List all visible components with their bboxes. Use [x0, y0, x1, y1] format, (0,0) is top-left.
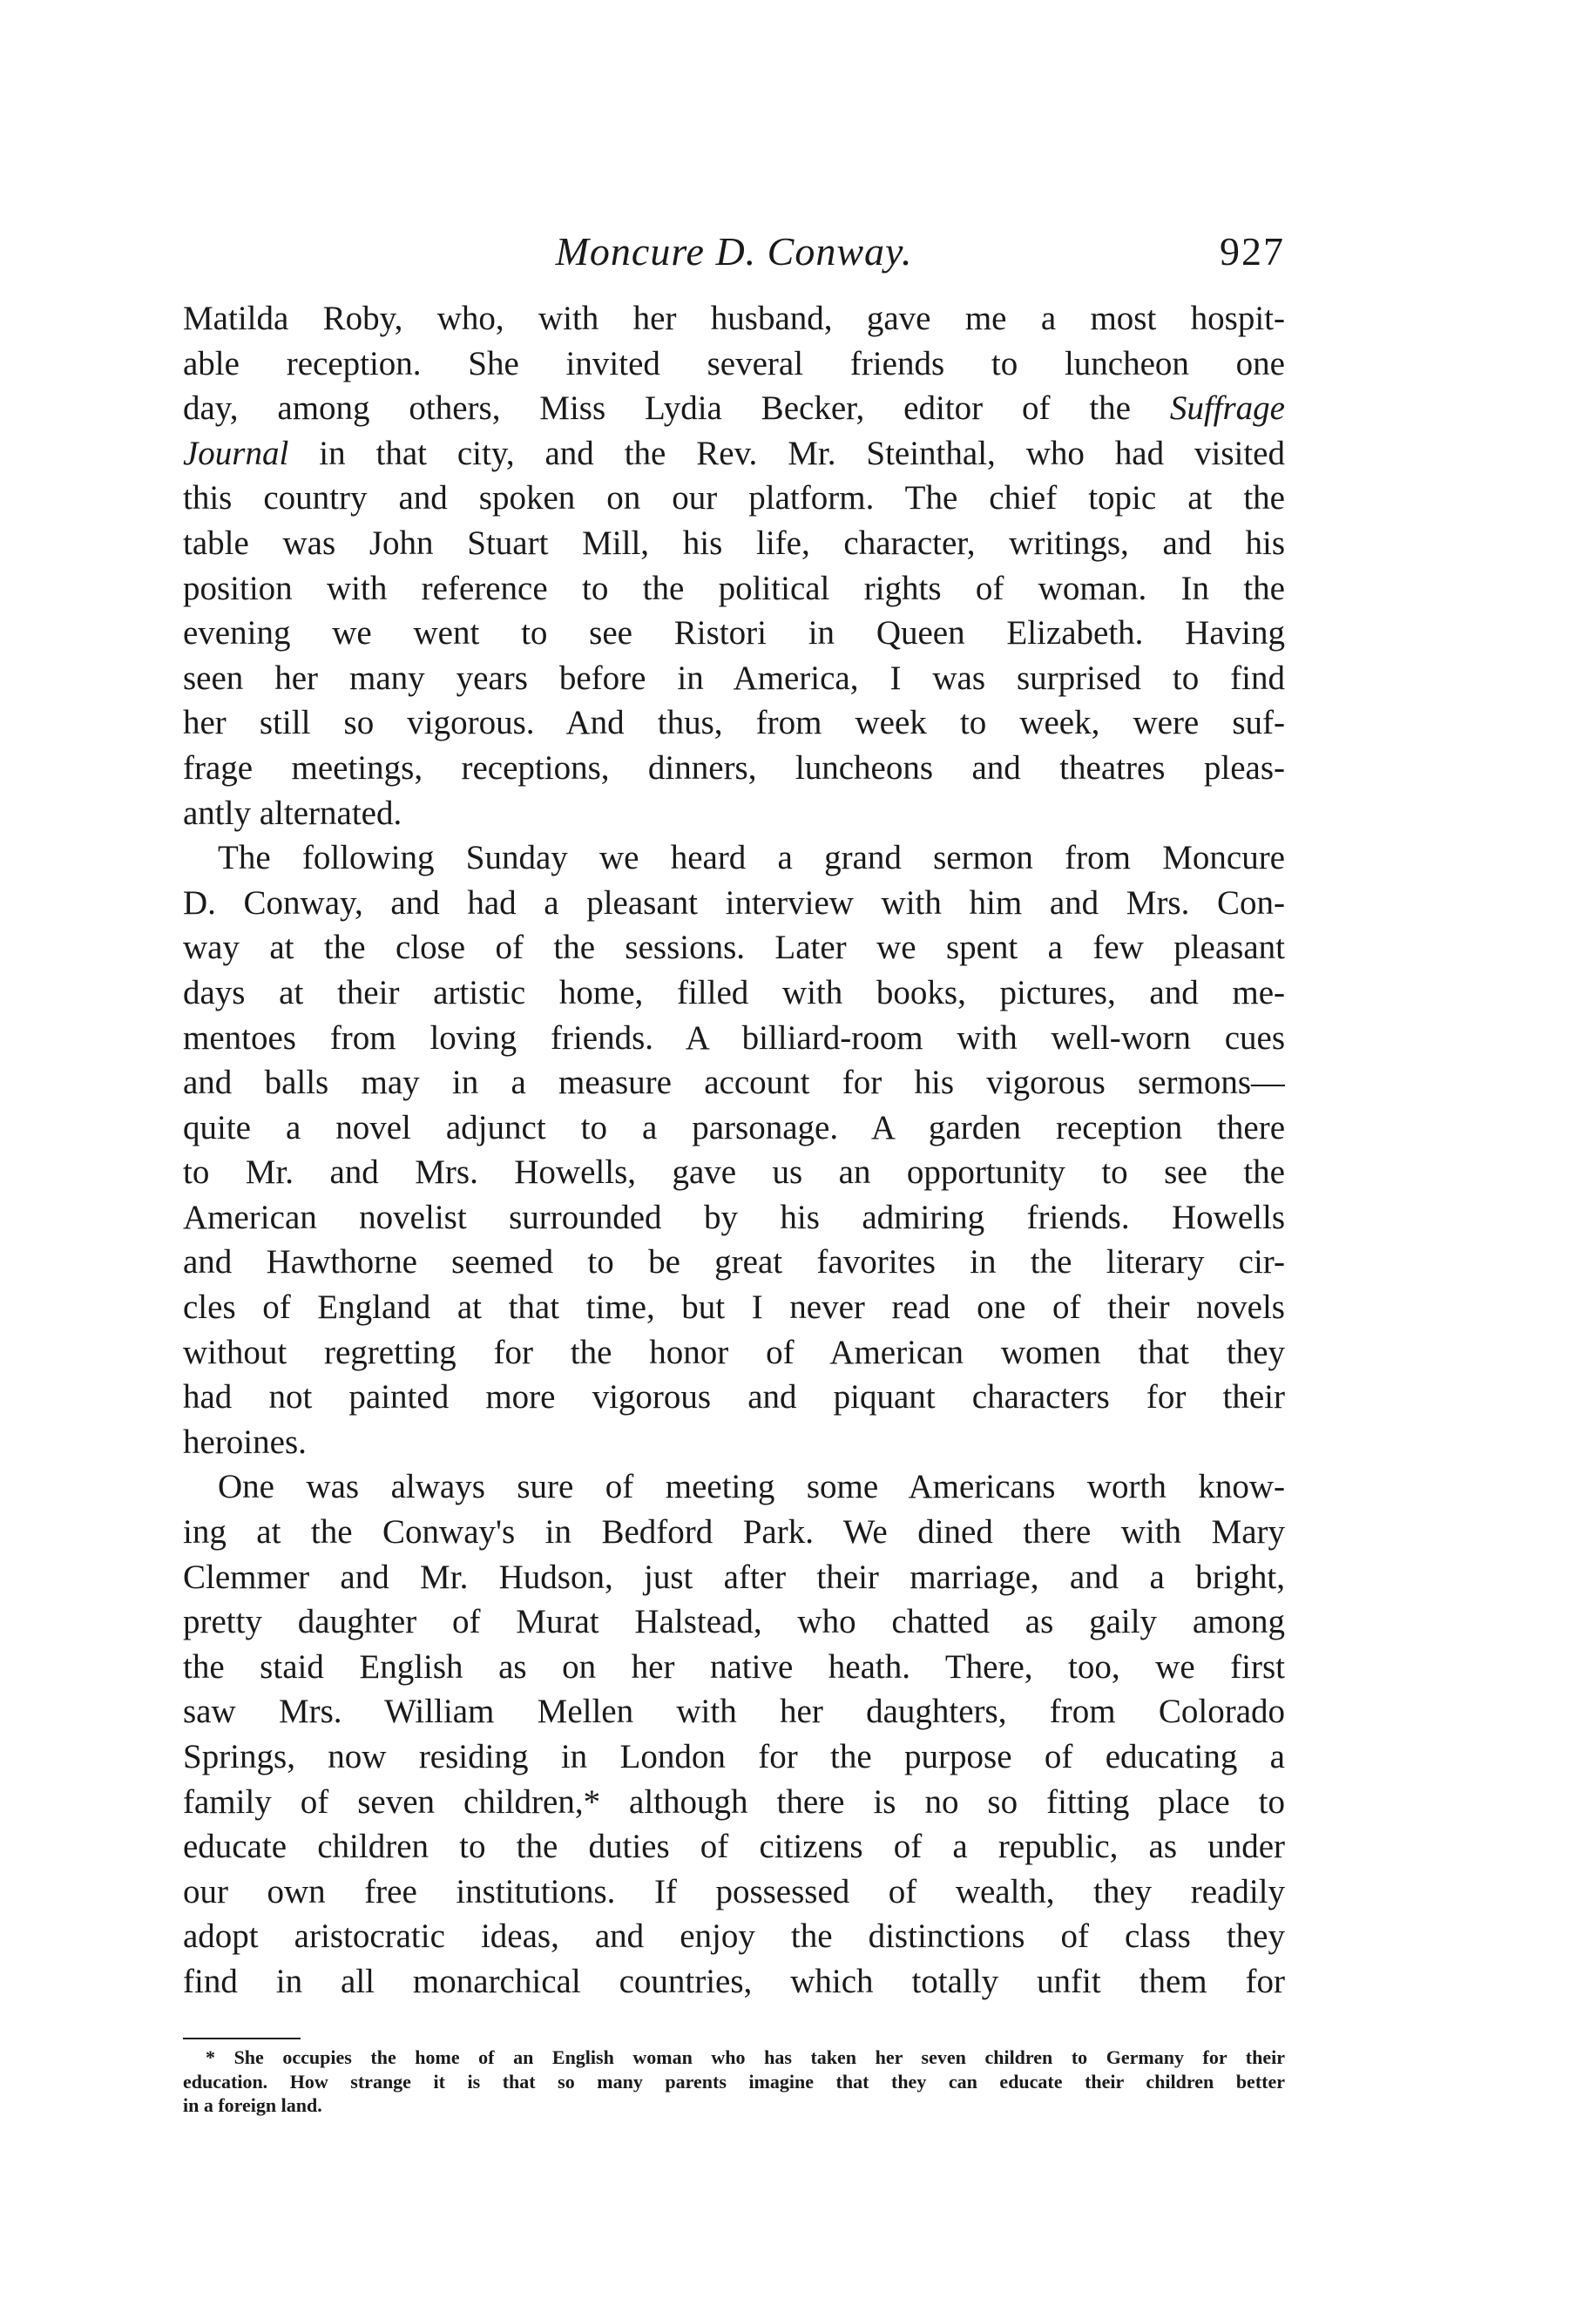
text-line: this country and spoken on our platform. The chief topic at the [183, 479, 1285, 517]
text-line: The following Sunday we heard a grand sermon from Moncure [218, 839, 1285, 877]
text-line: pretty daughter of Murat Halstead, who chatted as gaily among [183, 1603, 1285, 1641]
text-line: her still so vigorous. And thus, from week to week, were suf- [183, 704, 1285, 742]
text-line: antly alternated. [183, 794, 402, 832]
text-line: family of seven children,* although there is no so fitting place to [183, 1782, 1285, 1821]
footnote-divider [183, 2038, 301, 2039]
text-line: seen her many years before in America, I was surprised to find [183, 659, 1285, 697]
text-line: to Mr. and Mrs. Howells, gave us an opportunity to see the [183, 1153, 1285, 1192]
text-line: had not painted more vigorous and piquant characters for their [183, 1378, 1285, 1417]
text-line: saw Mrs. William Mellen with her daughters, from Colorado [183, 1693, 1285, 1731]
text-line: our own free institutions. If possessed of wealth, they readily [183, 1872, 1285, 1910]
text-line: cles of England at that time, but I never read one of their novels [183, 1288, 1285, 1327]
text-line: Matilda Roby, who, with her husband, gave me a most hospit- [183, 300, 1285, 337]
text-line: and Hawthorne seemed to be great favorites in the literary cir- [183, 1243, 1285, 1281]
text-line: educate children to the duties of citizens of a republic, as under [183, 1828, 1285, 1866]
text-line: ing at the Conway's in Bedford Park. We dined there with Mary [183, 1513, 1285, 1552]
text-line: frage meetings, receptions, dinners, luncheons and theatres pleas- [183, 748, 1285, 787]
text-line: the staid English as on her native heath. There, too, we first [183, 1647, 1285, 1686]
footnote [183, 2045, 1285, 2118]
text-line: day, among others, Miss Lydia Becker, editor of the Suffrage [183, 389, 1285, 428]
running-head [183, 228, 1285, 289]
text-line: table was John Stuart Mill, his life, character, writings, and his [183, 524, 1285, 562]
text-line: D. Conway, and had a pleasant interview with him and Mrs. Con- [183, 883, 1285, 922]
text-line: able reception. She invited several friends to luncheon one [183, 344, 1285, 382]
text-line: and balls may in a measure account for his vigorous sermons— [183, 1064, 1285, 1102]
text-line: adopt aristocratic ideas, and enjoy the distinctions of class they [183, 1917, 1285, 1956]
text-line: days at their artistic home, filled with books, pictures, and me- [183, 973, 1285, 1011]
page-number: 927 [1220, 229, 1285, 274]
text-line: mentoes from loving friends. A billiard-room with well-worn cues [183, 1018, 1285, 1057]
text-line: find in all monarchical countries, which totally unfit them for [183, 1962, 1285, 2000]
footnote-line: * She occupies the home of an English woman who has taken her seven children to Germany for their [206, 2046, 1285, 2068]
text-line: without regretting for the honor of American women that they [183, 1333, 1285, 1371]
footnote-line: in a foreign land. [183, 2094, 322, 2116]
text-line: evening we went to see Ristori in Queen Elizabeth. Having [183, 614, 1285, 653]
text-line: way at the close of the sessions. Later we spent a few pleasant [183, 929, 1285, 967]
text-line: position with reference to the political rights of woman. In the [183, 569, 1285, 607]
text-line: American novelist surrounded by his admiring friends. Howells [183, 1198, 1285, 1236]
text-line: Clemmer and Mr. Hudson, just after their marriage, and a bright, [183, 1558, 1285, 1596]
text-line: Springs, now residing in London for the purpose of educating a [183, 1738, 1285, 1775]
text-line: heroines. [183, 1423, 307, 1461]
text-line: Journal in that city, and the Rev. Mr. Steinthal, who had visited [183, 434, 1285, 472]
body-text [183, 296, 1285, 2005]
running-title: Moncure D. Conway. [555, 229, 913, 274]
footnote-line: education. How strange it is that so many parents imagine that they can educate their children better [183, 2070, 1285, 2093]
text-line: quite a novel adjunct to a parsonage. A garden reception there [183, 1108, 1285, 1146]
text-line: One was always sure of meeting some Americans worth know- [218, 1468, 1285, 1506]
